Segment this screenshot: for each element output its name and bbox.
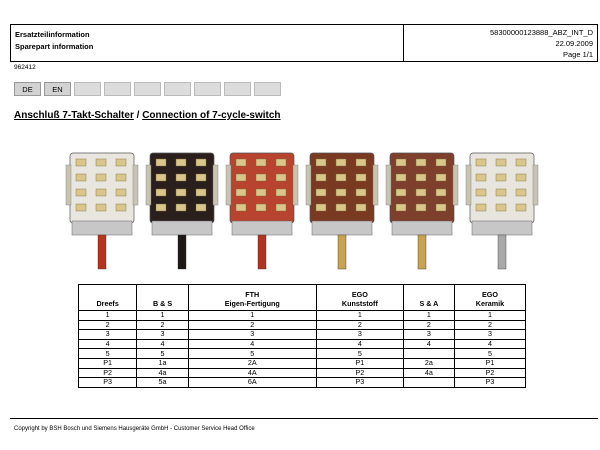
column-header bbox=[454, 285, 525, 311]
table-cell: 5 bbox=[79, 349, 137, 359]
table-row bbox=[79, 378, 526, 388]
table-cell: 3 bbox=[403, 330, 454, 340]
header-title-en: Sparepart information bbox=[15, 42, 94, 51]
table-cell: 3 bbox=[137, 330, 188, 340]
title-english: Connection of 7-cycle-switch bbox=[142, 110, 281, 121]
table-cell: 4 bbox=[188, 339, 316, 349]
switch-ego-keramik bbox=[466, 153, 538, 269]
table-cell: 5a bbox=[137, 378, 188, 388]
table-cell: P2 bbox=[79, 368, 137, 378]
header-meta bbox=[404, 25, 597, 61]
table-cell: 3 bbox=[79, 330, 137, 340]
table-cell: 2 bbox=[316, 320, 403, 330]
table-row bbox=[79, 311, 526, 321]
table-cell: 4 bbox=[137, 339, 188, 349]
language-tab-empty[interactable] bbox=[224, 82, 251, 96]
document-header bbox=[10, 24, 598, 62]
column-header-top bbox=[81, 290, 134, 299]
column-header-top bbox=[406, 290, 452, 299]
column-header-bottom: Kunststoff bbox=[341, 299, 378, 308]
table-cell: 1 bbox=[79, 311, 137, 321]
table-cell: 4 bbox=[79, 339, 137, 349]
table-cell: 2 bbox=[454, 320, 525, 330]
column-header-bottom: Dreefs bbox=[96, 299, 119, 308]
column-header bbox=[316, 285, 403, 311]
table-cell: 4 bbox=[316, 339, 403, 349]
table-cell: 2a bbox=[403, 358, 454, 368]
table-cell: 3 bbox=[316, 330, 403, 340]
table-cell: P1 bbox=[316, 358, 403, 368]
table-cell: P2 bbox=[454, 368, 525, 378]
table-row bbox=[79, 330, 526, 340]
column-header bbox=[403, 285, 454, 311]
title-separator: / bbox=[133, 110, 143, 121]
table-cell: 1 bbox=[316, 311, 403, 321]
document-number: 962412 bbox=[14, 64, 36, 71]
footer-divider bbox=[10, 418, 598, 419]
table-cell: 2 bbox=[403, 320, 454, 330]
table-cell: 1 bbox=[403, 311, 454, 321]
column-header bbox=[188, 285, 316, 311]
table-cell: 5 bbox=[316, 349, 403, 359]
column-header-top: FTH bbox=[245, 290, 260, 299]
table-cell bbox=[403, 349, 454, 359]
table-cell: P3 bbox=[454, 378, 525, 388]
table-header-row bbox=[79, 285, 526, 311]
table-cell: P1 bbox=[454, 358, 525, 368]
language-tab-empty[interactable] bbox=[74, 82, 101, 96]
table-cell: P3 bbox=[79, 378, 137, 388]
table-row bbox=[79, 358, 526, 368]
table-body bbox=[79, 311, 526, 388]
table-cell: P2 bbox=[316, 368, 403, 378]
column-header-top: EGO bbox=[481, 290, 498, 299]
switch-photos bbox=[62, 135, 542, 275]
column-header-bottom: S & A bbox=[419, 299, 439, 308]
table-cell: 6A bbox=[188, 378, 316, 388]
column-header bbox=[79, 285, 137, 311]
header-titles bbox=[11, 25, 404, 61]
title-german: Anschluß 7-Takt-Schalter bbox=[14, 110, 134, 121]
column-header-top bbox=[139, 290, 185, 299]
table-cell bbox=[403, 378, 454, 388]
table-cell: P1 bbox=[79, 358, 137, 368]
language-tab-empty[interactable] bbox=[104, 82, 131, 96]
table-row bbox=[79, 368, 526, 378]
column-header-bottom: Eigen-Fertigung bbox=[224, 299, 280, 308]
table-cell: 1a bbox=[137, 358, 188, 368]
column-header-bottom: Keramik bbox=[475, 299, 505, 308]
switch-bs bbox=[146, 153, 218, 269]
table-cell: P3 bbox=[316, 378, 403, 388]
page-indicator: Page 1/1 bbox=[562, 50, 593, 59]
switch-fth bbox=[226, 153, 298, 269]
table-cell: 4A bbox=[188, 368, 316, 378]
language-tab-empty[interactable] bbox=[194, 82, 221, 96]
table-cell: 4a bbox=[403, 368, 454, 378]
page-title bbox=[14, 110, 281, 121]
table-row bbox=[79, 349, 526, 359]
table-cell: 4a bbox=[137, 368, 188, 378]
language-tab-en[interactable]: EN bbox=[44, 82, 71, 96]
column-header-top: EGO bbox=[351, 290, 368, 299]
switch-dreefs bbox=[66, 153, 138, 269]
connection-table bbox=[78, 284, 526, 388]
table-cell: 1 bbox=[454, 311, 525, 321]
table-cell: 4 bbox=[454, 339, 525, 349]
table-cell: 5 bbox=[188, 349, 316, 359]
language-tab-empty[interactable] bbox=[164, 82, 191, 96]
table-cell: 5 bbox=[137, 349, 188, 359]
table-cell: 3 bbox=[188, 330, 316, 340]
table-cell: 2 bbox=[188, 320, 316, 330]
document-date: 22.09.2009 bbox=[555, 39, 593, 48]
column-header-bottom: B & S bbox=[152, 299, 173, 308]
table-row bbox=[79, 339, 526, 349]
document-id: 58300000123888_ABZ_INT_D bbox=[490, 28, 593, 37]
header-title-de: Ersatzteilinformation bbox=[15, 30, 90, 39]
table-cell: 2 bbox=[137, 320, 188, 330]
column-header bbox=[137, 285, 188, 311]
language-tabs bbox=[14, 82, 281, 96]
table-cell: 2 bbox=[79, 320, 137, 330]
switch-ego-kunststoff bbox=[306, 153, 378, 269]
table-cell: 1 bbox=[188, 311, 316, 321]
language-tab-empty[interactable] bbox=[254, 82, 281, 96]
table-cell: 4 bbox=[403, 339, 454, 349]
table-cell: 1 bbox=[137, 311, 188, 321]
copyright-footer: Copyright by BSH Bosch und Siemens Hausgeräte GmbH - Customer Service Head Office bbox=[14, 426, 255, 432]
language-tab-empty[interactable] bbox=[134, 82, 161, 96]
language-tab-de[interactable]: DE bbox=[14, 82, 41, 96]
table-cell: 5 bbox=[454, 349, 525, 359]
table-cell: 3 bbox=[454, 330, 525, 340]
table-cell: 2A bbox=[188, 358, 316, 368]
table-row bbox=[79, 320, 526, 330]
switch-sa bbox=[386, 153, 458, 269]
